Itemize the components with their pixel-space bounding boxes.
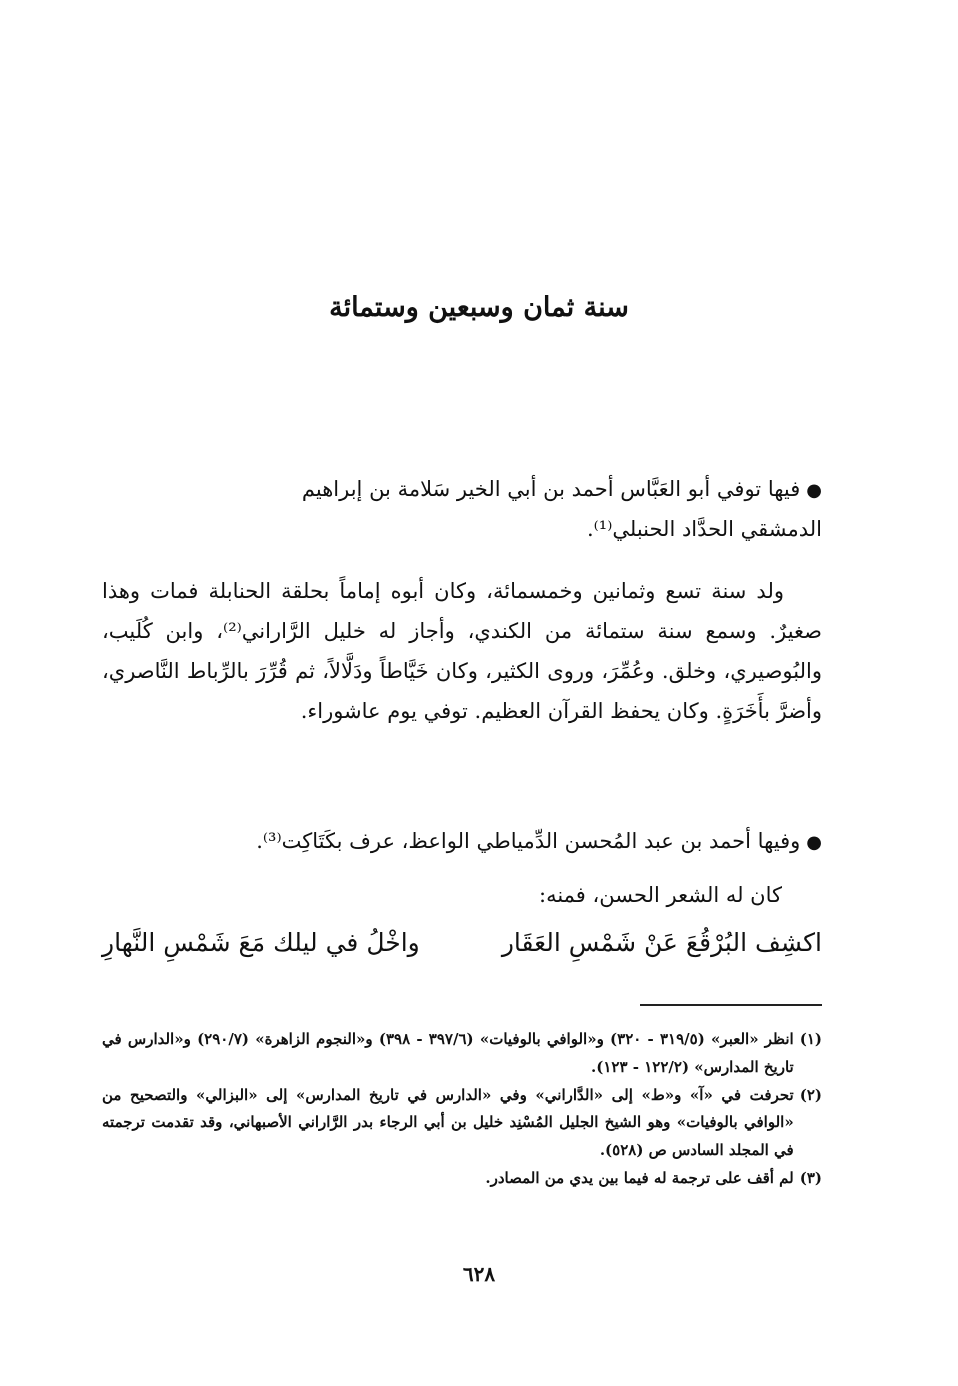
page-number: ٦٢٨: [462, 1262, 496, 1286]
poetry-verse: [102, 928, 822, 957]
poetry-intro: كان له الشعر الحسن، فمنه:: [539, 883, 782, 907]
footnote-number: (١): [799, 1030, 822, 1048]
biography-paragraph: [102, 572, 822, 732]
verse-first-hemistich: اكشِف البُرْقُعَ عَنْ شَمْسِ العَقَار: [501, 928, 822, 957]
footnote-number: (٣): [799, 1168, 822, 1187]
entry-1-line1: فيها توفي أبو العَبَّاس أحمد بن أبي الخير سَلامة بن إبراهيم: [301, 477, 801, 501]
footnote: [102, 1082, 822, 1165]
footnote: [102, 1165, 822, 1193]
footnote-text: لم أقف على ترجمة له فيما بين يدي من المصادر.: [485, 1168, 794, 1187]
footnote: [102, 1026, 822, 1082]
biography-text: ولد سنة تسع وثمانين وخمسمائة، وكان أبوه إماماً بحلقة الحنابلة فمات وهذا صغيرٌ. وسمع سنة ستمائة من الكندي، وأجاز له خليل الرَّاراني⁽²⁾، وابن كُلَيب، والبُوصيري، وخلق. وعُمِّرَ، وروى الكثير، وكان خَيَّاطاً ودَلَّالاً، ثم قُرِّرَ بالرِّباط النَّاصري، وأضرَّ بأَخَرَةٍ. وكان يحفظ القرآن العظيم. توفي يوم عاشوراء.: [102, 579, 822, 723]
page-title: سنة ثمان وسبعين وستمائة: [329, 292, 629, 323]
entry-1-first-line: [102, 470, 822, 510]
footnote-divider: [640, 1004, 822, 1006]
footnote-text: تحرفت في «آ» و«ط» إلى «الدَّاراني» وفي «الدارس في تاريخ المدارس» إلى «البزالي» والتصحيح من «الوافي بالوفيات» وهو الشيخ الجليل المُسْنِد خليل بن أبي الرجاء بدر الرَّاراني الأصبهاني، وقد تقدمت ترجمته في المجلد السادس ص (٥٢٨).: [102, 1085, 794, 1159]
verse-second-hemistich: واخْلُ في ليلك مَعَ شَمْسِ النَّهارِ: [102, 928, 420, 957]
entry-2-text: وفيها أحمد بن عبد المُحسن الدِّمياطي الواعظ، عرف بكَتَاكِت⁽³⁾.: [256, 829, 801, 853]
footnotes: [102, 1026, 822, 1193]
obituary-entry-2: [102, 822, 822, 862]
bullet-icon: ●: [806, 832, 822, 853]
footnote-text: انظر «العبر» (٣١٩/٥ - ٣٢٠) و«الوافي بالوفيات» (٣٩٧/٦ - ٣٩٨) و«النجوم الزاهرة» (٢٩٠/٧) و«الدارس في تاريخ المدارس» (١٢٢/٢ - ١٢٣).: [102, 1030, 794, 1076]
obituary-entry-1: [102, 470, 822, 550]
entry-1-line2: الدمشقي الحدَّاد الحنبلي⁽¹⁾.: [586, 516, 822, 541]
footnote-number: (٢): [799, 1085, 822, 1104]
bullet-icon: ●: [806, 480, 822, 501]
